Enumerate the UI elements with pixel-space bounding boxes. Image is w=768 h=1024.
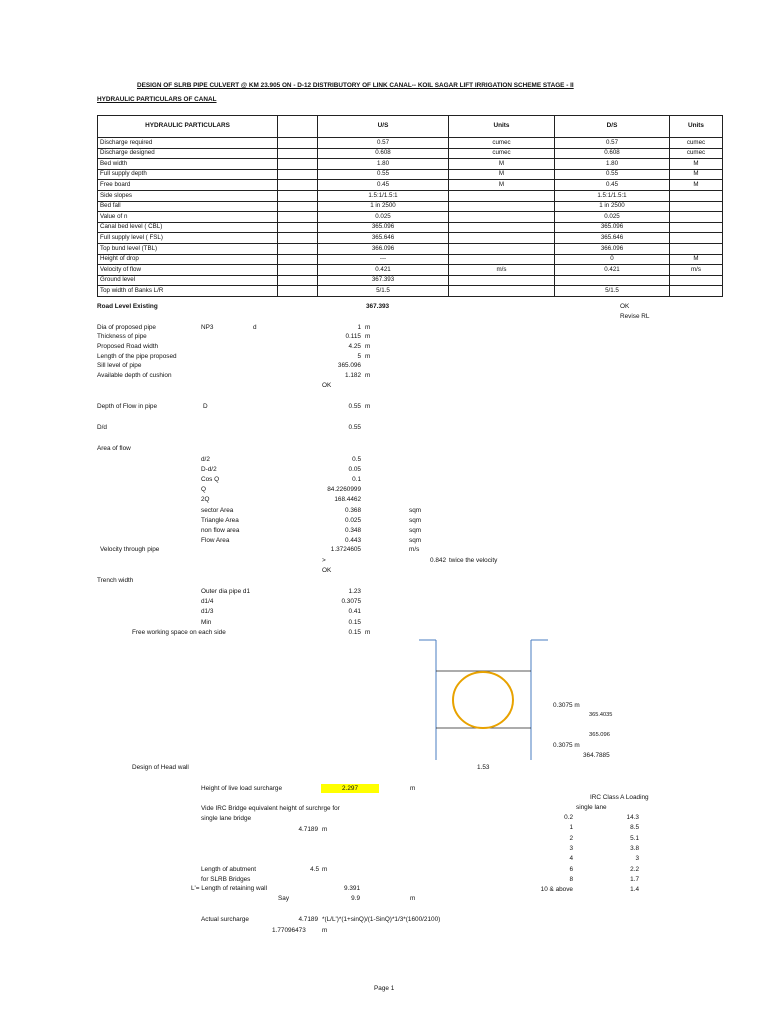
area-item-label: d/2 — [201, 456, 210, 463]
table-cell: 0.57 — [555, 138, 670, 149]
area-label: Area of flow — [97, 445, 131, 452]
depth-sym: D — [203, 403, 208, 410]
irc-height: 1.4 — [630, 886, 639, 894]
table-cell: 0.57 — [318, 138, 449, 149]
table-cell: Value of n — [98, 212, 278, 223]
area-item-value: 0.1 — [352, 476, 361, 484]
irc-height: 8.5 — [630, 824, 639, 832]
table-cell: Full supply depth — [98, 169, 278, 180]
area-item-unit: sqm — [409, 536, 422, 544]
free-space-label: Free working space on each side — [132, 629, 226, 636]
free-space-unit: m — [365, 629, 371, 636]
table-cell: 0 — [555, 254, 670, 265]
table-cell: 0.45 — [555, 180, 670, 191]
table-cell: M — [670, 159, 723, 170]
irc-height: 3 — [635, 855, 639, 863]
area-item-label: non flow area — [201, 526, 240, 534]
depth-value: 0.55 — [348, 403, 361, 410]
area-item-label: sector Area — [201, 506, 234, 514]
pipe-sill-label: Sill level of pipe — [97, 362, 142, 369]
table-cell: Top width of Banks L/R — [98, 286, 278, 297]
table-cell: 367.393 — [318, 275, 449, 286]
road-level-label: Road Level Existing — [97, 303, 158, 310]
table-cell: m/s — [449, 265, 555, 276]
area-item-label: Flow Area — [201, 536, 230, 544]
table-cell: 1.5:1/1.5:1 — [318, 190, 449, 201]
pipe-length-value: 5 — [357, 353, 361, 360]
actual-surcharge-value: 4.7189 — [298, 916, 318, 923]
pipe-length-label: Length of the pipe proposed — [97, 353, 177, 360]
velocity-unit: m/s — [409, 546, 420, 553]
irc-span: 6 — [569, 865, 573, 873]
table-cell: 365.096 — [318, 222, 449, 233]
table-cell: 365.646 — [555, 233, 670, 244]
area-item-unit: sqm — [409, 526, 422, 534]
area-item-unit: sqm — [409, 516, 422, 524]
table-cell: 0.608 — [555, 148, 670, 159]
pipe-dia-label: Dia of proposed pipe — [97, 324, 156, 331]
vide-unit: m — [322, 826, 328, 833]
dd-label: D/d — [97, 424, 107, 431]
table-cell: M — [449, 180, 555, 191]
table-cell: 1 in 2500 — [555, 201, 670, 212]
trench-item-label: Outer dia pipe d1 — [201, 588, 251, 595]
pipe-road-value: 4.25 — [348, 343, 361, 350]
table-cell: M — [670, 169, 723, 180]
surcharge-result-unit: m — [322, 927, 328, 934]
irc-height: 2.2 — [630, 865, 639, 873]
actual-surcharge-formula: *(L/L')*(1+sinQ)/(1-SinQ)*1/3*(1600/2100) — [322, 916, 441, 923]
trench-item-value: 0.15 — [348, 618, 361, 626]
table-cell: 5/1.5 — [555, 286, 670, 297]
pipe-thickness-value: 0.115 — [345, 333, 361, 340]
road-revise: Revise RL — [620, 313, 650, 320]
table-cell: Height of drop — [98, 254, 278, 265]
diagram-top-dim: 0.3075 m — [553, 702, 580, 709]
pipe-dia-sym: d — [253, 324, 257, 331]
table-cell: Canal bed level ( CBL) — [98, 222, 278, 233]
diagram-bottom-dim: 0.3075 m — [553, 742, 580, 749]
live-load-label: Height of live load surcharge — [201, 785, 282, 792]
table-cell: Free board — [98, 180, 278, 191]
irc-span: 3 — [569, 844, 573, 852]
table-cell: 0.55 — [318, 169, 449, 180]
trench-item-value: 0.3075 — [341, 598, 361, 606]
area-item-value: 168.4462 — [334, 496, 361, 504]
header-cell: Units — [449, 116, 555, 138]
vide-value: 4.7189 — [298, 826, 318, 833]
pipe-road-label: Proposed Road width — [97, 343, 159, 350]
table-cell: cumec — [449, 138, 555, 149]
header-cell: U/S — [318, 116, 449, 138]
vide-line2: single lane bridge — [201, 815, 252, 822]
pipe-cushion-unit: m — [365, 372, 371, 379]
table-cell: M — [449, 169, 555, 180]
pipe-thickness-label: Thickness of pipe — [97, 333, 147, 340]
pipe-cushion-value: 1.182 — [345, 372, 361, 379]
pipe-cushion-label: Available depth of cushion — [97, 372, 172, 379]
irc-span: 8 — [569, 875, 573, 883]
abutment-value: 4.5 — [310, 866, 319, 873]
twice-value: 0.842 — [430, 557, 446, 564]
table-cell: M — [670, 180, 723, 191]
irc-span: 0.2 — [564, 814, 573, 821]
irc-span: 1 — [569, 824, 573, 832]
pipe-thickness-unit: m — [365, 333, 371, 340]
velocity-value: 1.3724605 — [330, 546, 361, 553]
page-footer: Page 1 — [374, 985, 395, 992]
diagram-width: 1.53 — [477, 764, 490, 771]
area-item-value: 84.2260999 — [327, 486, 361, 494]
table-cell: 1.5:1/1.5:1 — [555, 190, 670, 201]
table-cell: 366.096 — [318, 243, 449, 254]
pipe-ok: OK — [322, 382, 332, 389]
table-cell: M — [449, 159, 555, 170]
table-cell: Side slopes — [98, 190, 278, 201]
area-item-value: 0.025 — [345, 516, 361, 524]
slrb-label: for SLRB Bridges — [201, 876, 251, 883]
area-item-value: 0.443 — [345, 536, 361, 544]
actual-surcharge-label: Actual surcharge — [201, 916, 249, 923]
table-cell: 0.421 — [318, 265, 449, 276]
pipe-circle — [453, 672, 513, 728]
abutment-label: Length of abutment — [201, 866, 257, 873]
table-cell: cumec — [449, 148, 555, 159]
twice-label: twice the velocity — [449, 557, 498, 564]
retaining-label: L'= Length of retaining wall — [191, 885, 268, 892]
area-item-label: 2Q — [201, 496, 210, 504]
say-unit: m — [410, 895, 416, 902]
table-cell: 1.80 — [318, 159, 449, 170]
pipe-sill-value: 365.096 — [337, 362, 361, 369]
irc-subtitle: single lane — [576, 804, 607, 811]
header-cell: Units — [670, 116, 723, 138]
table-cell: Top bund level (TBL) — [98, 243, 278, 254]
vide-line1: Vide IRC Bridge equivalent height of surchrge for — [201, 805, 340, 812]
irc-height: 5.1 — [630, 834, 639, 842]
area-item-unit: sqm — [409, 506, 422, 514]
irc-height: 1.7 — [630, 875, 639, 883]
irc-span: 2 — [569, 834, 573, 842]
pipe-dia-unit: m — [365, 324, 371, 331]
road-ok: OK — [620, 303, 630, 310]
table-cell: 365.646 — [318, 233, 449, 244]
table-cell: Velocity of flow — [98, 265, 278, 276]
table-cell: 0.025 — [318, 212, 449, 223]
live-load-value: 2.297 — [321, 784, 379, 793]
pipe-dia-value: 1 — [357, 324, 361, 331]
trench-label: Trench width — [97, 577, 134, 584]
irc-title: IRC Class A Loading — [590, 794, 649, 801]
depth-unit: m — [365, 403, 371, 410]
area-item-value: 0.5 — [352, 456, 361, 463]
table-cell: 0.608 — [318, 148, 449, 159]
pipe-dia-np: NP3 — [201, 324, 214, 331]
table-cell: Ground level — [98, 275, 278, 286]
area-item-label: Triangle Area — [201, 516, 239, 524]
table-cell: cumec — [670, 148, 723, 159]
irc-span: 10 & above — [540, 886, 573, 894]
abutment-unit: m — [322, 866, 328, 873]
table-cell: 0.025 — [555, 212, 670, 223]
area-item-label: Cos Q — [201, 476, 220, 484]
diagram-level-top: 365.4035 — [589, 712, 613, 718]
surcharge-result-value: 1.77096473 — [272, 927, 306, 934]
table-cell: M — [670, 254, 723, 265]
table-cell: 1.80 — [555, 159, 670, 170]
table-cell: 366.096 — [555, 243, 670, 254]
pipe-road-unit: m — [365, 343, 371, 350]
table-cell: --- — [318, 254, 449, 265]
trench-item-value: 0.41 — [348, 608, 361, 616]
diagram-level-bottom: 364.7885 — [583, 752, 610, 759]
depth-label: Depth of Flow in pipe — [97, 403, 158, 410]
table-cell: Bed width — [98, 159, 278, 170]
velocity-label: Velocity through pipe — [100, 546, 160, 553]
area-item-value: 0.348 — [345, 526, 361, 534]
trench-item-value: 1.23 — [348, 588, 361, 595]
table-cell: Discharge designed — [98, 148, 278, 159]
table-cell: Bed fall — [98, 201, 278, 212]
table-cell: 0.45 — [318, 180, 449, 191]
table-cell: m/s — [670, 265, 723, 276]
headwall-title: Design of Head wall — [132, 764, 189, 771]
area-item-label: D-d/2 — [201, 466, 217, 474]
area-item-value: 0.368 — [345, 506, 361, 514]
irc-height: 3.8 — [630, 844, 639, 852]
header-cell: D/S — [555, 116, 670, 138]
say-value: 9.9 — [351, 895, 360, 902]
irc-span: 4 — [569, 855, 573, 863]
velocity-ok: OK — [322, 567, 332, 574]
table-cell: 0.55 — [555, 169, 670, 180]
table-cell: cumec — [670, 138, 723, 149]
say-label: Say — [278, 895, 290, 902]
irc-height: 14.3 — [626, 814, 639, 821]
table-cell: Full supply level ( FSL) — [98, 233, 278, 244]
area-item-value: 0.05 — [348, 466, 361, 474]
diagram-level-mid: 365.096 — [589, 732, 610, 738]
retaining-value: 9.391 — [344, 885, 360, 892]
section-subtitle: HYDRAULIC PARTICULARS OF CANAL — [97, 96, 217, 103]
table-cell: 1 in 2500 — [318, 201, 449, 212]
trench-item-label: d1/3 — [201, 608, 214, 616]
table-cell: 5/1.5 — [318, 286, 449, 297]
trench-item-label: d1/4 — [201, 598, 214, 606]
area-item-label: Q — [201, 486, 206, 494]
document-title: DESIGN OF SLRB PIPE CULVERT @ KM 23.905 ON - D-12 DISTRIBUTORY OF LINK CANAL-- KOIL SAGAR LIFT IRRIGATION SCHEME STAGE - II — [137, 82, 574, 89]
pipe-length-unit: m — [365, 353, 371, 360]
road-level-value: 367.393 — [366, 303, 390, 310]
header-cell: HYDRAULIC PARTICULARS — [98, 116, 278, 138]
table-cell: Discharge required — [98, 138, 278, 149]
table-cell: 0.421 — [555, 265, 670, 276]
live-load-unit: m — [410, 785, 416, 792]
free-space-value: 0.15 — [348, 629, 361, 636]
dd-value: 0.55 — [348, 424, 361, 431]
trench-item-label: Min — [201, 618, 212, 626]
table-cell: 365.096 — [555, 222, 670, 233]
velocity-gt: > — [322, 557, 326, 564]
